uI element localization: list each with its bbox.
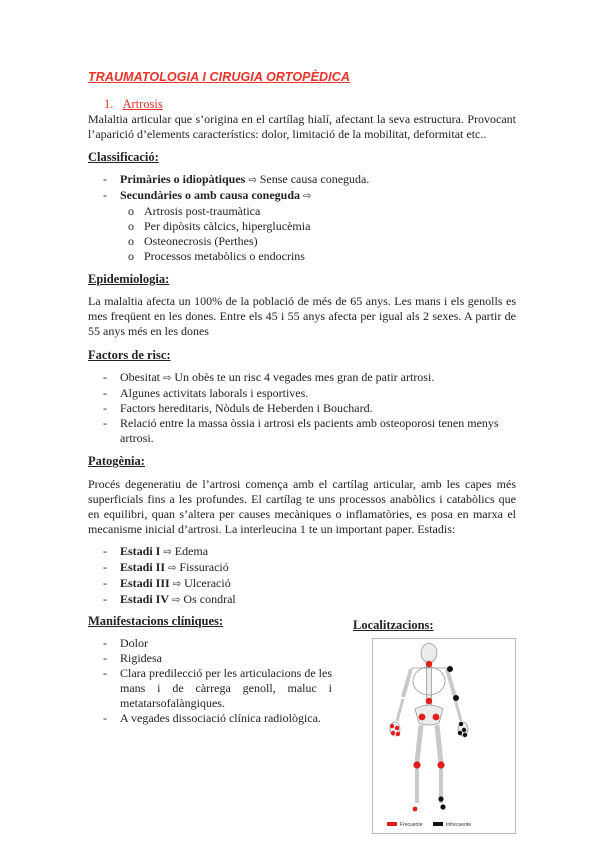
left-humerus <box>403 669 411 697</box>
marker-infrequent-ankle <box>438 796 443 801</box>
classificacio-list <box>88 172 516 264</box>
marker-infrequent-hand-1 <box>462 728 466 732</box>
marker-infrequent-hand-3 <box>463 733 467 737</box>
marker-frequent-right-hip <box>433 714 440 721</box>
heading-factors-risc: Factors de risc: <box>88 348 171 362</box>
item-text: Sense causa coneguda. <box>256 172 370 186</box>
left-forearm <box>397 699 403 721</box>
list-item <box>88 386 516 401</box>
legend-swatch-infrequent <box>433 822 443 826</box>
stage-text: Edema <box>171 544 209 558</box>
stage-label: Estadi II <box>120 560 166 574</box>
pelvis-bone <box>415 705 443 725</box>
marker-infrequent-foot <box>440 804 445 809</box>
list-item <box>88 544 516 560</box>
marker-frequent-left-hip <box>419 714 426 721</box>
right-humerus <box>447 669 455 697</box>
stage-label: Estadi IV <box>120 592 170 606</box>
manifestacions-list <box>88 636 332 726</box>
marker-frequent-cervical <box>426 661 432 667</box>
section-heading-artrosis <box>104 97 163 112</box>
list-item <box>88 560 516 576</box>
sub-item-text: Per dipòsits càlcics, hiperglucèmia <box>144 219 311 233</box>
heading-patogenia: Patogènia: <box>88 454 145 468</box>
intro-paragraph: Malaltia articular que s’origina en el cartílag hialí, afectant la seva estructura. Provocant l’aparició d’elements característics: dolor, limitació de la mobilitat, deformitat etc.. <box>88 112 516 141</box>
bullet-dash: - <box>103 386 107 400</box>
epidemiologia-paragraph: La malaltia afecta un 100% de la població de més de 65 anys. Les mans i els genolls es mes freqüent en les dones. Entre els 45 i 55 anys afecta per igual als 2 sexes. A partir de 55 anys més en les dones <box>88 294 516 338</box>
list-item <box>88 370 516 386</box>
left-femur <box>417 725 421 763</box>
right-forearm <box>455 699 461 721</box>
list-item <box>88 592 516 608</box>
stage-text: Os condral <box>180 592 236 606</box>
bullet-circle: o <box>128 219 134 233</box>
bullet-dash: - <box>103 544 107 558</box>
item-text: Clara predilecció per les articulacions de les mans i de càrrega genoll, maluc i metatarsofalàngiques. <box>120 666 332 710</box>
bullet-dash: - <box>103 560 107 574</box>
bullet-dash: - <box>103 370 107 384</box>
item-text: A vegades dissociació clínica radiològica. <box>120 711 321 725</box>
list-item <box>88 636 332 651</box>
marker-frequent-left-knee <box>413 761 420 768</box>
marker-infrequent-elbow <box>453 695 459 701</box>
item-bold: Primàries o idiopàtiques <box>120 172 246 186</box>
heading-epidemiologia: Epidemiologia: <box>88 272 170 286</box>
marker-frequent-hand-1 <box>390 724 394 728</box>
stages-list <box>88 544 516 608</box>
heading-classificacio: Classificació: <box>88 150 159 164</box>
marker-frequent-hand-3 <box>391 731 395 735</box>
bullet-dash: - <box>103 651 107 665</box>
patogenia-paragraph: Procés degeneratiu de l’artrosi comença amb el cartílag articular, amb les capes més superficials fins a les profundes. El cartílag te uns processos anabòlics i catabòlics que en equilibri, quan s’altera per causes mecàniques o inflamatòries, es posa en marxa el mecanisme inicial d’artrosi. La interleucina 1 te un important paper. Estadis: <box>88 477 516 536</box>
item-text: Relació entre la massa òssia i artrosi els pacients amb osteoporosi tenen menys artrosi. <box>120 416 499 445</box>
skull-bone <box>421 644 437 663</box>
bullet-circle: o <box>128 204 134 218</box>
sub-list-item <box>88 204 516 219</box>
item-bold: Secundàries o amb causa coneguda <box>120 188 301 202</box>
bullet-circle: o <box>128 234 134 248</box>
item-text: Algunes activitats laborals i esportives. <box>120 386 309 400</box>
list-item <box>88 401 516 416</box>
legend <box>387 822 471 828</box>
sub-list-item <box>88 249 516 264</box>
list-item <box>88 711 332 726</box>
item-text-rest: Un obès te un risc 4 vegades mes gran de patir artrosi. <box>171 370 435 384</box>
marker-frequent-lumbar <box>426 698 432 704</box>
list-item <box>88 576 516 592</box>
right-arrow-icon: ⇨ <box>168 563 177 574</box>
stage-text: Ulceració <box>181 576 231 590</box>
bullet-dash: - <box>103 576 107 590</box>
sub-list-item <box>88 219 516 234</box>
sub-item-text: Processos metabòlics o endocrins <box>144 249 305 263</box>
bullet-dash: - <box>103 592 107 606</box>
sub-list <box>88 204 516 264</box>
stage-text: Fissuració <box>176 560 229 574</box>
bullet-circle: o <box>128 249 134 263</box>
sub-list-item <box>88 234 516 249</box>
right-arrow-icon: ⇨ <box>303 191 312 202</box>
legend-label-frequent: Frecuente <box>400 822 423 828</box>
list-item <box>88 416 516 446</box>
item-text: Rigidesa <box>120 651 162 665</box>
bullet-dash: - <box>103 636 107 650</box>
bullet-dash: - <box>103 711 107 725</box>
marker-infrequent-shoulder <box>447 666 453 672</box>
marker-frequent-left-foot <box>413 807 418 812</box>
bullet-dash: - <box>103 172 107 186</box>
list-item <box>88 188 516 264</box>
right-arrow-icon: ⇨ <box>163 373 172 384</box>
skeleton-figure <box>372 638 516 834</box>
skeleton-illustration <box>373 639 515 833</box>
marker-infrequent-wrist <box>459 722 463 726</box>
right-arrow-icon: ⇨ <box>163 547 172 558</box>
legend-swatch-frequent <box>387 822 397 826</box>
bullet-dash: - <box>103 416 107 430</box>
heading-manifestacions: Manifestacions clíniques: <box>88 614 224 628</box>
item-text: Dolor <box>120 636 148 650</box>
section-number: 1. <box>104 97 114 111</box>
item-text: Factors hereditaris, Nòduls de Heberden i Bouchard. <box>120 401 373 415</box>
right-femur <box>437 725 441 763</box>
stage-label: Estadi I <box>120 544 161 558</box>
marker-frequent-hand-2 <box>395 726 399 730</box>
factors-list <box>88 370 516 446</box>
section-label: Artrosis <box>122 97 163 111</box>
marker-frequent-right-knee <box>437 761 444 768</box>
list-item <box>88 666 332 711</box>
bullet-dash: - <box>103 188 107 202</box>
heading-localitzacions: Localitzacions: <box>353 618 434 632</box>
stage-label: Estadi III <box>120 576 170 590</box>
right-arrow-icon: ⇨ <box>172 595 181 606</box>
marker-infrequent-hand-2 <box>458 731 462 735</box>
bullet-dash: - <box>103 666 107 680</box>
sub-item-text: Artrosis post-traumàtica <box>144 204 261 218</box>
right-arrow-icon: ⇨ <box>172 579 182 590</box>
right-arrow-icon: ⇨ <box>248 175 257 186</box>
list-item <box>88 172 516 188</box>
legend-label-infrequent: Infrecuente <box>446 822 472 828</box>
list-item <box>88 651 332 666</box>
sub-item-text: Osteonecrosis (Perthes) <box>144 234 258 248</box>
item-text: Obesitat <box>120 370 160 384</box>
marker-frequent-hand-4 <box>396 732 400 736</box>
bullet-dash: - <box>103 401 107 415</box>
document-title: TRAUMATOLOGIA I CIRUGIA ORTOPÈDICA <box>88 70 350 84</box>
